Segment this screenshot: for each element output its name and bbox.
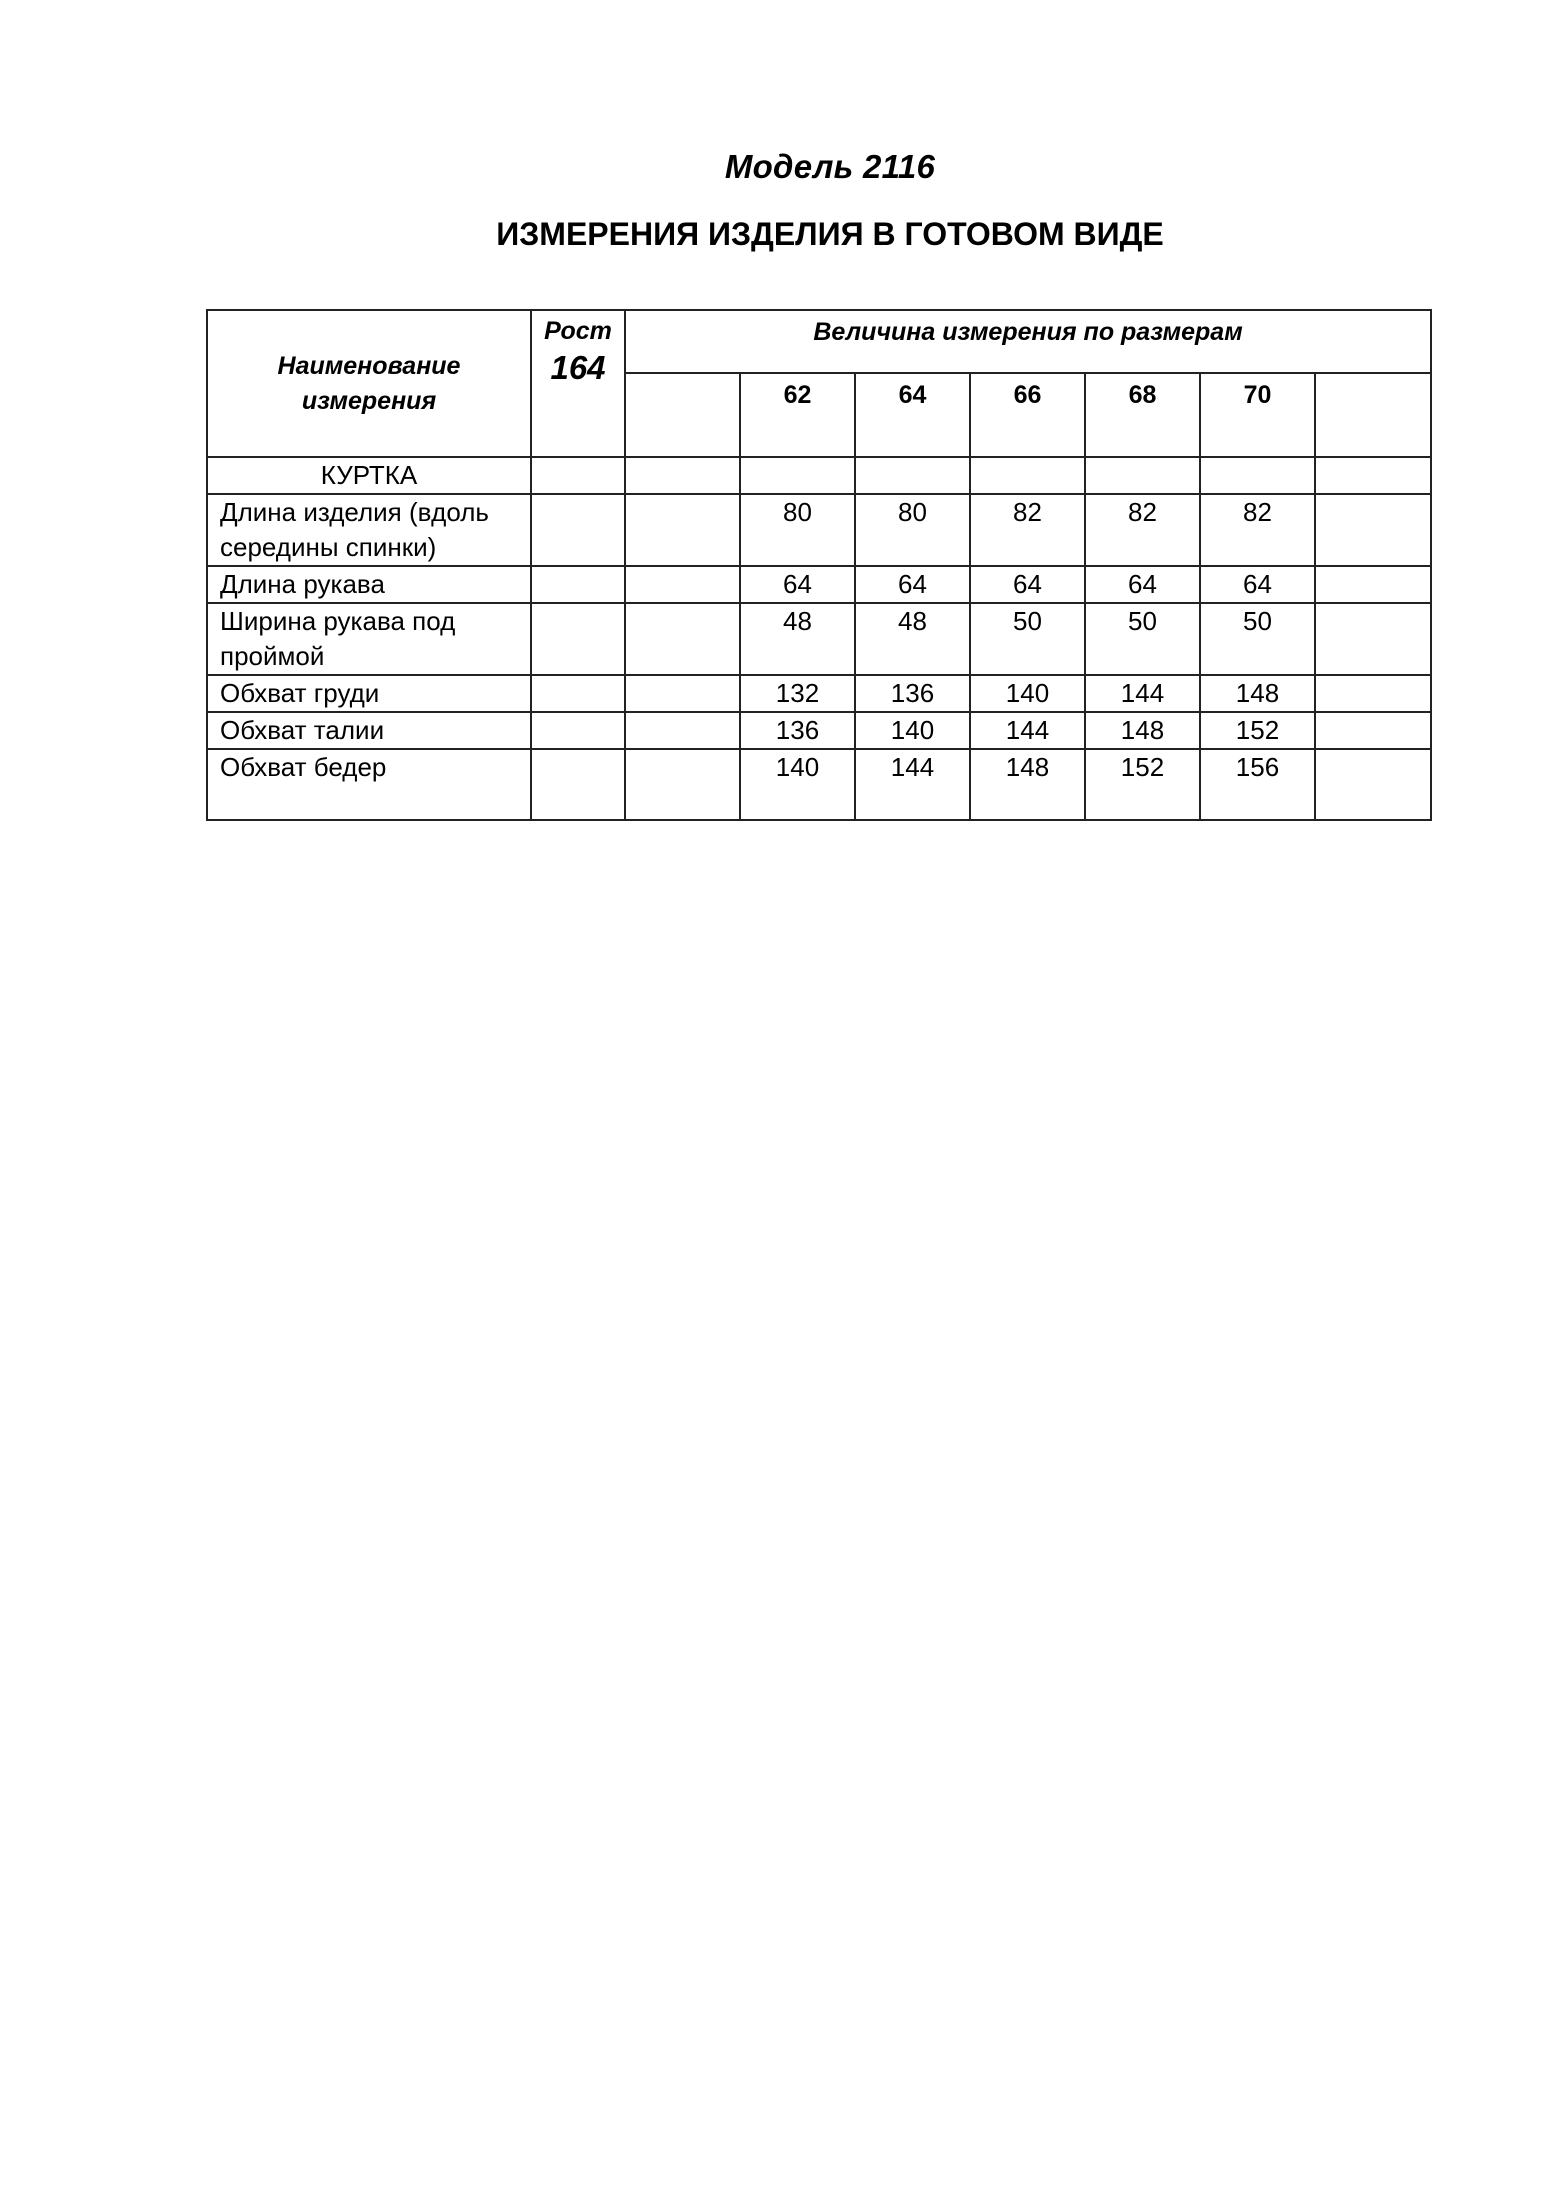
- empty-cell: [531, 457, 625, 494]
- document-heading: ИЗМЕРЕНИЯ ИЗДЕЛИЯ В ГОТОВОМ ВИДЕ: [496, 216, 1164, 252]
- empty-cell: [970, 457, 1085, 494]
- measure-value: 48: [855, 603, 970, 675]
- empty-cell: [625, 675, 740, 712]
- empty-cell: [625, 566, 740, 603]
- measure-label: Обхват груди: [207, 675, 531, 712]
- measure-value: 140: [740, 749, 855, 820]
- measure-value: 152: [1085, 749, 1200, 820]
- measure-value: 82: [970, 494, 1085, 566]
- measure-value: 152: [1200, 712, 1315, 749]
- measure-value: 148: [970, 749, 1085, 820]
- table-row: [207, 712, 1431, 749]
- empty-cell: [531, 494, 625, 566]
- measure-value: 64: [1200, 566, 1315, 603]
- empty-cell: [625, 457, 740, 494]
- empty-cell: [1085, 457, 1200, 494]
- empty-cell: [1200, 457, 1315, 494]
- empty-cell: [531, 749, 625, 820]
- height-label: Рост: [544, 317, 612, 345]
- measure-value: 144: [970, 712, 1085, 749]
- section-label: КУРТКА: [207, 457, 531, 494]
- measure-value: 82: [1085, 494, 1200, 566]
- measurements-table: [206, 309, 1432, 821]
- measure-value: 156: [1200, 749, 1315, 820]
- measure-value: 144: [1085, 675, 1200, 712]
- header-row: [207, 310, 1431, 373]
- measure-label: Длина рукава: [207, 566, 531, 603]
- section-row: [207, 457, 1431, 494]
- model-title: Модель 2116: [724, 148, 936, 185]
- empty-cell: [531, 566, 625, 603]
- table-row: [207, 675, 1431, 712]
- header-name-line2: измерения: [301, 386, 437, 415]
- table-row: [207, 749, 1431, 820]
- measure-value: 50: [1200, 603, 1315, 675]
- measure-value: 82: [1200, 494, 1315, 566]
- empty-cell: [1315, 675, 1431, 712]
- header-measure-name: [207, 310, 531, 457]
- empty-cell: [531, 603, 625, 675]
- empty-cell: [625, 712, 740, 749]
- measure-value: 64: [740, 566, 855, 603]
- measure-value: 140: [970, 675, 1085, 712]
- empty-cell: [1315, 494, 1431, 566]
- empty-cell: [625, 749, 740, 820]
- measure-value: 64: [970, 566, 1085, 603]
- empty-cell: [1315, 457, 1431, 494]
- measure-value: 140: [855, 712, 970, 749]
- measure-value: 50: [970, 603, 1085, 675]
- empty-cell: [625, 494, 740, 566]
- size-62: 62: [740, 373, 855, 457]
- header-height: [531, 310, 625, 457]
- measure-value: 136: [855, 675, 970, 712]
- measure-value: 136: [740, 712, 855, 749]
- empty-cell: [625, 603, 740, 675]
- height-value: 164: [550, 349, 606, 386]
- measure-value: 50: [1085, 603, 1200, 675]
- measure-value: 80: [855, 494, 970, 566]
- empty-cell: [1315, 603, 1431, 675]
- empty-cell: [531, 675, 625, 712]
- empty-cell: [740, 457, 855, 494]
- measure-value: 64: [855, 566, 970, 603]
- empty-cell: [1315, 566, 1431, 603]
- table-row: [207, 603, 1431, 675]
- size-64: 64: [855, 373, 970, 457]
- measure-label: Обхват бедер: [207, 749, 531, 820]
- table-row: [207, 566, 1431, 603]
- measure-value: 148: [1200, 675, 1315, 712]
- measure-label: Длина изделия (вдоль середины спинки): [207, 494, 531, 566]
- size-68: 68: [1085, 373, 1200, 457]
- measure-value: 148: [1085, 712, 1200, 749]
- table-row: [207, 494, 1431, 566]
- measure-value: 144: [855, 749, 970, 820]
- measure-value: 132: [740, 675, 855, 712]
- measure-value: 48: [740, 603, 855, 675]
- measure-value: 80: [740, 494, 855, 566]
- empty-cell: [531, 712, 625, 749]
- size-66: 66: [970, 373, 1085, 457]
- size-empty-cell: [1315, 373, 1431, 457]
- measure-label: Обхват талии: [207, 712, 531, 749]
- empty-cell: [1315, 712, 1431, 749]
- empty-cell: [855, 457, 970, 494]
- empty-cell: [1315, 749, 1431, 820]
- size-empty-cell: [625, 373, 740, 457]
- header-sizes-label: Величина измерения по размерам: [625, 310, 1431, 373]
- measure-value: 64: [1085, 566, 1200, 603]
- measure-label: Ширина рукава под проймой: [207, 603, 531, 675]
- header-name-line1: Наименование: [277, 351, 461, 380]
- size-70: 70: [1200, 373, 1315, 457]
